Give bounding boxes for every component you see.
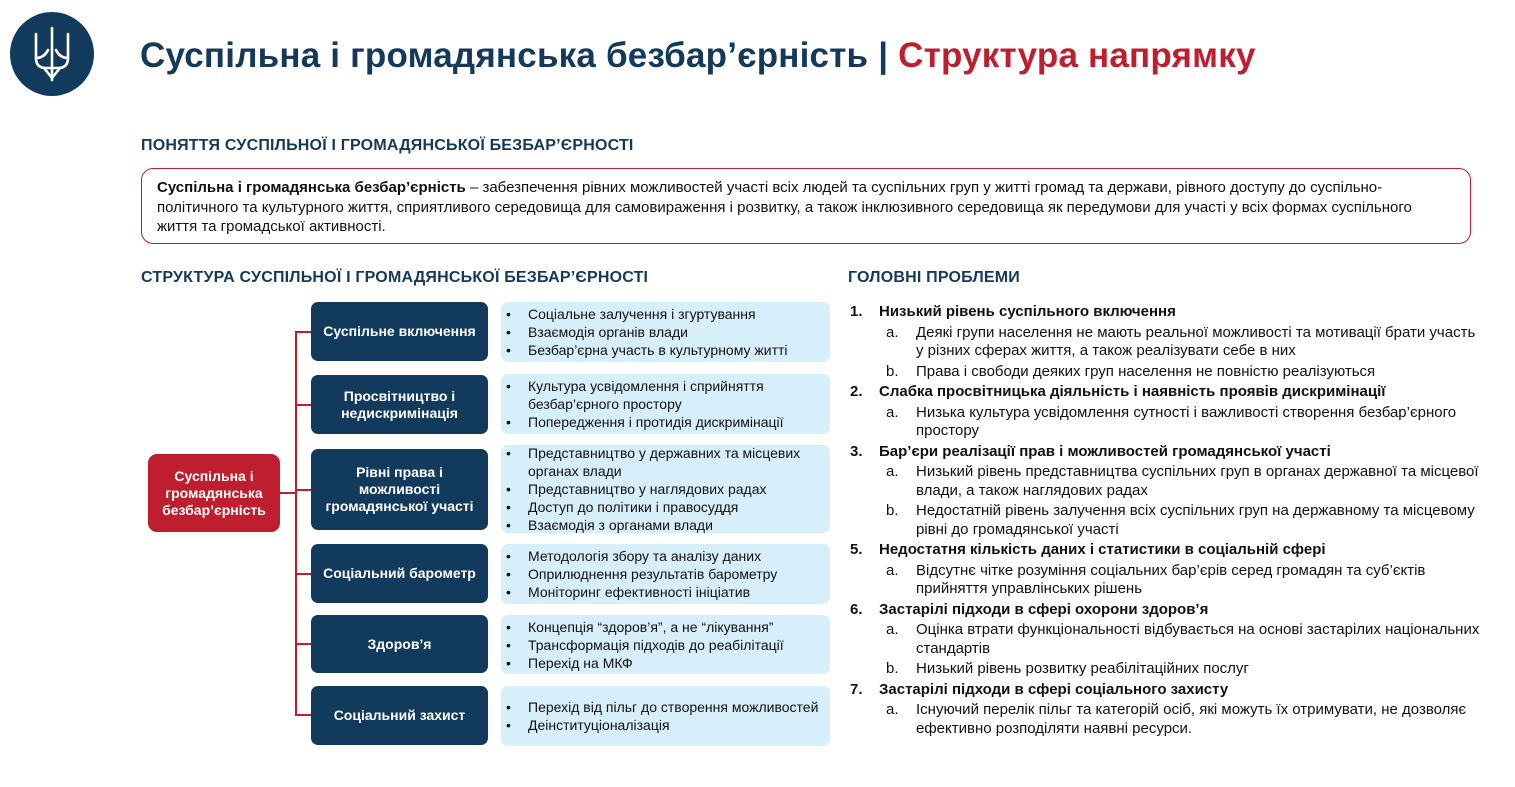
subitem-letter: a. xyxy=(886,463,899,480)
subitem-letter: b. xyxy=(886,362,899,380)
detail-item: • Трансформація підходів до реабілітації xyxy=(528,636,822,654)
detail-item: • Моніторинг ефективності ініціатив xyxy=(528,583,822,601)
detail-item: • Методологія збору та аналізу даних xyxy=(528,547,822,565)
trident-icon xyxy=(30,24,74,84)
problem-number: 1. xyxy=(850,303,863,320)
category-details xyxy=(501,374,830,434)
subitem-letter: a. xyxy=(886,561,899,579)
detail-item: • Представництво у наглядових радах xyxy=(528,480,822,498)
structure-heading: СТРУКТУРА СУСПІЛЬНОЇ І ГРОМАДЯНСЬКОЇ БЕЗБАР’ЄРНОСТІ xyxy=(141,269,649,286)
problem-number: 2. xyxy=(850,383,863,400)
subitem-text: Низький рівень представництва суспільних груп в органах державної та місцевої влади, а також наглядових радах xyxy=(916,463,1479,499)
connector-branch xyxy=(295,331,311,333)
detail-item: • Взаємодія органів влади xyxy=(528,323,822,341)
category-details xyxy=(501,615,830,674)
problem-item xyxy=(850,443,1480,462)
coat-of-arms-logo xyxy=(10,12,94,96)
detail-item: • Представництво у державних та місцевих органах влади xyxy=(528,444,822,480)
problem-title: Недостатня кількість даних і статистики в соціальній сфері xyxy=(879,541,1326,558)
category-health: Здоров’я xyxy=(311,615,488,673)
subitem-text: Низький рівень розвитку реабілітаційних послуг xyxy=(916,660,1249,677)
center-node: Суспільна і громадянська безбар’єрність xyxy=(148,454,280,532)
problem-item xyxy=(850,681,1480,700)
connector-branch xyxy=(295,489,311,491)
concept-heading: ПОНЯТТЯ СУСПІЛЬНОЇ І ГРОМАДЯНСЬКОЇ БЕЗБАР’ЄРНОСТІ xyxy=(141,137,634,154)
category-details xyxy=(501,686,830,746)
subitem-letter: a. xyxy=(886,701,899,718)
subitem-letter: a. xyxy=(886,323,899,341)
problem-item xyxy=(850,541,1480,560)
definition-box xyxy=(141,168,1471,244)
subitem-text: Відсутнє чітке розуміння соціальних бар’єрів серед громадян та суб’єктів прийняття управлінських рішень xyxy=(916,561,1426,597)
problem-subitem xyxy=(850,562,1480,599)
detail-item: • Перехід на МКФ xyxy=(528,654,822,672)
problem-number: 7. xyxy=(850,680,863,698)
connector-branch xyxy=(295,404,311,406)
problem-subitem xyxy=(850,463,1480,500)
subitem-text: Недостатній рівень залучення всіх суспільних груп на державному та місцевому рівні до громадянської участі xyxy=(916,502,1475,538)
problem-subitem xyxy=(850,701,1480,738)
problem-item xyxy=(850,601,1480,620)
category-equal-rights: Рівні права і можливості громадянської участі xyxy=(311,449,488,530)
problem-number: 5. xyxy=(850,541,863,558)
category-social-barometer: Соціальний барометр xyxy=(311,544,488,603)
connector-branch xyxy=(295,573,311,575)
subitem-text: Низька культура усвідомлення сутності і важливості створення безбар’єрного простору xyxy=(916,403,1457,439)
subitem-text: Права і свободи деяких груп населення не повністю реалізуються xyxy=(916,362,1376,380)
connector-trunk xyxy=(295,331,297,715)
problem-item xyxy=(850,303,1480,322)
detail-item: • Деінституціоналізація xyxy=(528,716,822,734)
detail-item: • Попередження і протидія дискримінації xyxy=(528,413,822,431)
problem-subitem xyxy=(850,324,1480,361)
title-separator: | xyxy=(878,36,889,75)
problem-title: Застарілі підходи в сфері охорони здоров’я xyxy=(879,600,1209,618)
problem-title: Низький рівень суспільного включення xyxy=(879,303,1176,320)
subitem-letter: b. xyxy=(886,502,899,519)
subitem-text: Деякі групи населення не мають реальної можливості та мотивації брати участь у різних сферах життя, а також реалізувати себе в них xyxy=(916,323,1476,359)
category-details xyxy=(501,302,830,362)
problem-subitem xyxy=(850,660,1480,679)
connector-branch xyxy=(295,714,311,716)
problem-title: Застарілі підходи в сфері соціального захисту xyxy=(879,680,1229,698)
problem-number: 6. xyxy=(850,600,863,618)
problem-title: Бар’єри реалізації прав і можливостей громадянської участі xyxy=(879,442,1331,460)
connector-center xyxy=(280,492,296,494)
problems-heading: ГОЛОВНІ ПРОБЛЕМИ xyxy=(848,269,1021,286)
title-accent: Структура напрямку xyxy=(898,36,1256,75)
detail-item: • Безбар’єрна участь в культурному житті xyxy=(528,341,822,359)
problem-subitem xyxy=(850,404,1480,441)
detail-item: • Взаємодія з органами влади xyxy=(528,516,822,534)
problems-list xyxy=(850,303,1480,740)
definition-text: – забезпечення рівних можливостей участі всіх людей та суспільних груп у житті громад та держави, рівного доступу до суспільно-політичного та культурного життя, сприятливого середовища для самовираження і розвитку, а також інклюзивного середовища як передумови для участі у всіх формах суспільного життя та громадської активності. xyxy=(157,179,1412,235)
subitem-letter: a. xyxy=(886,403,899,421)
problem-subitem xyxy=(850,621,1480,658)
detail-item: • Концепція “здоров’я”, а не “лікування” xyxy=(528,618,822,636)
detail-item: • Доступ до політики і правосуддя xyxy=(528,498,822,516)
category-education: Просвітництво і недискримінація xyxy=(311,375,488,434)
connector-branch xyxy=(295,643,311,645)
category-details xyxy=(501,445,830,533)
subitem-text: Існуючий перелік пільг та категорій осіб, які можуть їх отримувати, не дозволяє ефективно розподіляти наявні ресурси. xyxy=(916,701,1467,737)
subitem-text: Оцінка втрати функціональності відбувається на основі застарілих національних стандартів xyxy=(916,621,1480,657)
subitem-letter: a. xyxy=(886,621,899,638)
category-details xyxy=(501,544,830,604)
problem-subitem xyxy=(850,363,1480,382)
problem-number: 3. xyxy=(850,442,863,460)
problem-item xyxy=(850,383,1480,402)
problem-subitem xyxy=(850,502,1480,539)
category-social-protection: Соціальний захист xyxy=(311,686,488,745)
category-social-inclusion: Суспільне включення xyxy=(311,302,488,361)
definition-term: Суспільна і громадянська безбар’єрність xyxy=(157,179,466,196)
problem-title: Слабка просвітницька діяльність і наявність проявів дискримінації xyxy=(879,383,1386,400)
title-main: Суспільна і громадянська безбар’єрність xyxy=(140,36,869,75)
detail-item: • Перехід від пільг до створення можливостей xyxy=(528,698,822,716)
subitem-letter: b. xyxy=(886,660,899,677)
detail-item: • Соціальне залучення і згуртування xyxy=(528,305,822,323)
detail-item: • Культура усвідомлення і сприйняття безбар’єрного простору xyxy=(528,377,822,413)
page-title xyxy=(140,36,1256,76)
detail-item: • Оприлюднення результатів барометру xyxy=(528,565,822,583)
